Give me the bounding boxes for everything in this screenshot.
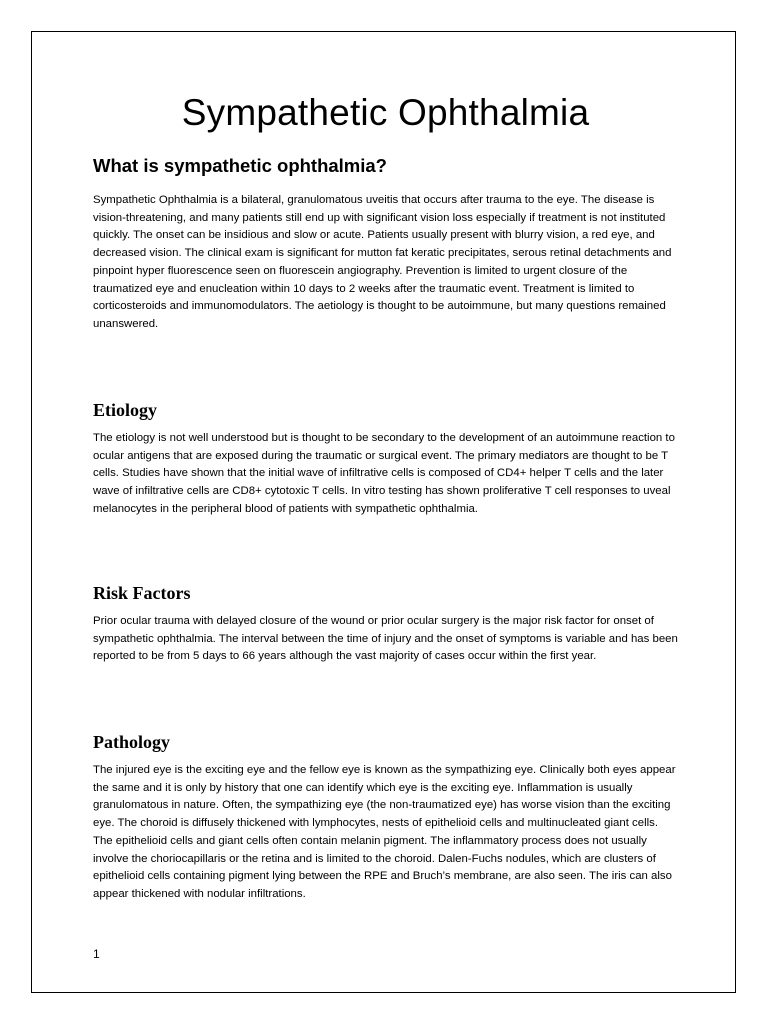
section-heading-pathology: Pathology [93,732,171,752]
section-heading-what-is: What is sympathetic ophthalmia? [93,155,387,176]
section-body-risk-factors: Prior ocular trauma with delayed closure of the wound or prior ocular surgery is the major risk factor for onset of sympathetic ophthalmia. The interval between the time of injury and the onset of symptoms is variable and has been reported to be from 5 days to 66 years although the vast majority of cases occur within the first year. [93,615,678,663]
section-body-what-is: Sympathetic Ophthalmia is a bilateral, granulomatous uveitis that occurs after trauma to the eye. The disease is vision-threatening, and many patients still end up with significant vision loss especially if treatment is not instituted quickly. The onset can be insidious and slow or acute. Patients usually present with blurry vision, a red eye, and decreased vision. The clinical exam is significant for mutton fat keratic precipitates, serous retinal detachments and pinpoint hyper fluorescence seen on fluorescein angiography. Prevention is limited to urgent closure of the traumatized eye and enucleation within 10 days to 2 weeks after the traumatic event. Treatment is limited to corticosteroids and immunomodulators. The aetiology is thought to be autoimmune, but many questions remained unanswered. [93,194,672,330]
section-body-pathology: The injured eye is the exciting eye and the fellow eye is known as the sympathizing eye. Clinically both eyes appear the same and it is only by history that one can identify which eye is the exciting eye. Inflammation is usually granulomatous in nature. Often, the sympathizing eye (the non-traumatized eye) has worse vision than the exciting eye. The choroid is diffusely thickened with lymphocytes, nests of epithelioid cells and multinucleated giant cells. The epithelioid cells and giant cells often contain melanin pigment. The inflammatory process does not usually involve the choriocapillaris or the retina and is limited to the choroid. Dalen-Fuchs nodules, which are clusters of epithelioid cells containing pigment lying between the RPE and Bruch’s membrane, are also seen. The iris can also appear thickened with nodular infiltrations. [93,764,676,900]
section-body-etiology: The etiology is not well understood but is thought to be secondary to the development of an autoimmune reaction to ocular antigens that are exposed during the traumatic or surgical event. The primary mediators are thought to be T cells. Studies have shown that the initial wave of infiltrative cells is composed of CD4+ helper T cells and the later wave of infiltrative cells are CD8+ cytotoxic T cells. In vitro testing has shown proliferative T cell responses to uveal melanocytes in the peripheral blood of patients with sympathetic ophthalmia. [93,432,675,515]
page-number: 1 [93,947,100,961]
section-heading-risk-factors: Risk Factors [93,583,191,603]
document-title: Sympathetic Ophthalmia [181,92,590,133]
section-heading-etiology: Etiology [93,400,158,420]
